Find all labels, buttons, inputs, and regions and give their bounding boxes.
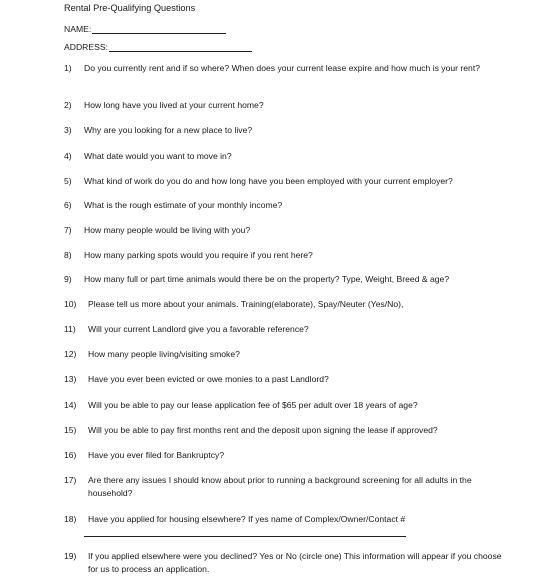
question-number: 5) xyxy=(64,176,72,186)
question-item xyxy=(64,199,504,212)
question-number: 1) xyxy=(64,63,72,73)
question-text: Have you ever been evicted or owe monies to a past Landlord? xyxy=(88,374,329,384)
question-text: If you applied elsewhere were you declined? Yes or No (circle one) This information will appear if you choose for us to process an application. xyxy=(88,551,502,574)
question-text: Do you currently rent and if so where? When does your current lease expire and how much is your rent? xyxy=(84,63,480,73)
answer-blank-line[interactable] xyxy=(84,536,406,537)
question-number: 3) xyxy=(64,125,72,135)
question-item xyxy=(64,298,504,311)
question-number: 2) xyxy=(64,100,72,110)
question-item xyxy=(64,474,504,500)
question-text: How many full or part time animals would there be on the property? Type, Weight, Breed & age? xyxy=(84,274,450,284)
question-number: 12) xyxy=(64,349,77,359)
question-text: Are there any issues I should know about prior to running a background screening for all adults in the household? xyxy=(88,475,472,498)
name-label: NAME: xyxy=(64,24,92,34)
question-number: 6) xyxy=(64,200,72,210)
question-item xyxy=(64,424,504,437)
question-item xyxy=(64,399,504,412)
question-item xyxy=(64,249,504,262)
question-item xyxy=(64,62,504,75)
question-number: 7) xyxy=(64,225,72,235)
question-item xyxy=(64,273,504,286)
question-text: What kind of work do you do and how long have you been employed with your current employer? xyxy=(84,176,453,186)
question-item xyxy=(64,513,504,526)
question-number: 13) xyxy=(64,374,77,384)
name-field[interactable] xyxy=(64,24,226,34)
question-number: 11) xyxy=(64,324,76,334)
question-number: 18) xyxy=(64,514,77,524)
address-label: ADDRESS: xyxy=(64,42,108,52)
question-text: Have you ever filed for Bankruptcy? xyxy=(88,450,225,460)
question-text: How many people would be living with you? xyxy=(84,225,251,235)
question-text: What date would you want to move in? xyxy=(84,151,232,161)
question-item xyxy=(64,550,504,576)
question-item xyxy=(64,99,504,112)
question-item xyxy=(64,124,504,137)
question-number: 16) xyxy=(64,450,77,460)
question-number: 10) xyxy=(64,299,77,309)
question-number: 19) xyxy=(64,551,77,561)
question-item xyxy=(64,373,504,386)
question-text: What is the rough estimate of your monthly income? xyxy=(84,200,283,210)
question-item xyxy=(64,224,504,237)
question-text: Will your current Landlord give you a favorable reference? xyxy=(88,324,309,334)
question-item xyxy=(64,348,504,361)
question-text: Will you be able to pay first months rent and the deposit upon signing the lease if approved? xyxy=(88,425,438,435)
question-text: How many parking spots would you require if you rent here? xyxy=(84,250,313,260)
form-title: Rental Pre-Qualifying Questions xyxy=(64,3,196,13)
address-field[interactable] xyxy=(64,42,252,52)
question-number: 15) xyxy=(64,425,77,435)
question-item xyxy=(64,175,504,188)
question-item xyxy=(64,150,504,163)
question-text: How many people living/visiting smoke? xyxy=(88,349,240,359)
question-number: 17) xyxy=(64,475,77,485)
question-item xyxy=(64,323,504,336)
question-text: Will you be able to pay our lease application fee of $65 per adult over 18 years of age? xyxy=(88,400,418,410)
address-blank-line[interactable] xyxy=(109,42,252,52)
question-number: 8) xyxy=(64,250,72,260)
question-number: 9) xyxy=(64,274,72,284)
question-text: How long have you lived at your current home? xyxy=(84,100,264,110)
question-text: Why are you looking for a new place to live? xyxy=(84,125,253,135)
question-text: Have you applied for housing elsewhere? If yes name of Complex/Owner/Contact # xyxy=(88,514,406,524)
question-text: Please tell us more about your animals. Training(elaborate), Spay/Neuter (Yes/No), xyxy=(88,299,404,309)
name-blank-line[interactable] xyxy=(92,24,226,34)
question-number: 4) xyxy=(64,151,72,161)
question-item xyxy=(64,449,504,462)
question-number: 14) xyxy=(64,400,77,410)
